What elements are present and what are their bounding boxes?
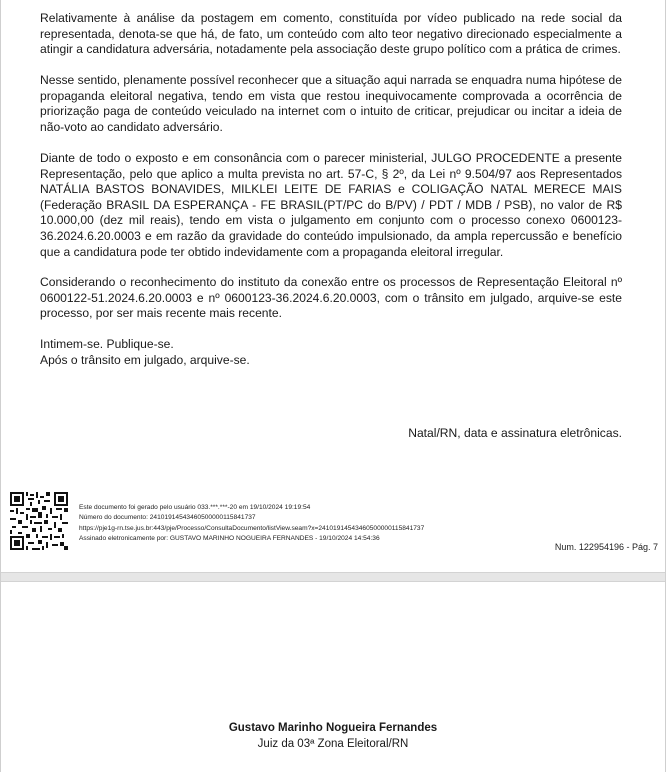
paragraph-intimation: Intimem-se. Publique-se. xyxy=(40,337,174,351)
signer-role: Juiz da 03ª Zona Eleitoral/RN xyxy=(257,738,409,750)
qr-code-icon xyxy=(10,492,68,550)
signer-name: Gustavo Marinho Nogueira Fernandes xyxy=(228,722,438,734)
paragraph-ruling: Diante de todo o exposto e em consonância com o parecer ministerial, JULGO PROCEDENTE a presente Representação, pelo que aplico a multa prevista no art. 57-C, § 2º, da Lei nº 9.504/97 aos Representados NATÁLIA BASTOS BONAVIDES, MILKLEI LEITE DE FARIAS e COLIGAÇÃO NATAL MERECE MAIS (Federação BRASIL DA ESPERANÇA - FE BRASIL(PT/PC do B/PV) / PDT / MDB / PSB), no valor de R$ 10.000,00 (dez mil reais), tendo em vista o julgamento em conjunto com o processo conexo 0600123-36.2024.6.20.0003 e em razão da gravidade do conteúdo impulsionado, da ampla repercussão e benefício que a candidatura pode ter obtido indevidamente com a propaganda eleitoral irregular. xyxy=(40,151,622,259)
generated-by-line: Este documento foi gerado pelo usuário 033.***.***-20 em 19/10/2024 19:19:54 xyxy=(79,504,311,511)
paragraph-negative-propaganda: Nesse sentido, plenamente possível reconhecer que a situação aqui narrada se enquadra numa hipótese de propaganda eleitoral negativa, tendo em vista que restou inequivocamente comprovada a ocorrência de priorização paga de conteúdo veiculado na internet com o intuito de criticar, prejudicar ou incitar a ideia de não-voto ao candidato adversário. xyxy=(40,73,622,134)
paragraph-archive: Após o trânsito em julgado, arquive-se. xyxy=(40,353,250,367)
place-and-date: Natal/RN, data e assinatura eletrônicas. xyxy=(408,426,622,440)
consultation-url-line: https://pje1g-rn.tse.jus.br:443/pje/Processo/ConsultaDocumento/listView.seam?x=24101914543460500000115841737 xyxy=(79,524,425,532)
paragraph-connection: Considerando o reconhecimento do instituto da conexão entre os processos de Representação Eleitoral nº 0600122-51.2024.6.20.0003 e nº 0600123-36.2024.6.20.0003, com o trânsito em julgado, arquive-se este processo, por ser mais recente mais recente. xyxy=(40,275,622,321)
signed-by-line: Assinado eletronicamente por: GUSTAVO MARINHO NOGUEIRA FERNANDES - 19/10/2024 14:54:36 xyxy=(79,534,380,542)
left-edge-divider xyxy=(0,0,1,772)
paragraph-post-analysis: Relativamente à análise da postagem em comento, constituída por vídeo publicado na rede social da representada, denota-se que há, de fato, um conteúdo com alto teor negativo direcionado especialmente a atingir a candidatura adversária, notadamente pela associação deste grupo político com a prática de crimes. xyxy=(40,11,622,57)
document-number-line: Número do documento: 24101914543460500000115841737 xyxy=(79,514,256,522)
page-number: Num. 122954196 - Pág. 7 xyxy=(554,542,658,552)
document-metadata xyxy=(79,503,424,544)
page-separator xyxy=(0,572,666,582)
